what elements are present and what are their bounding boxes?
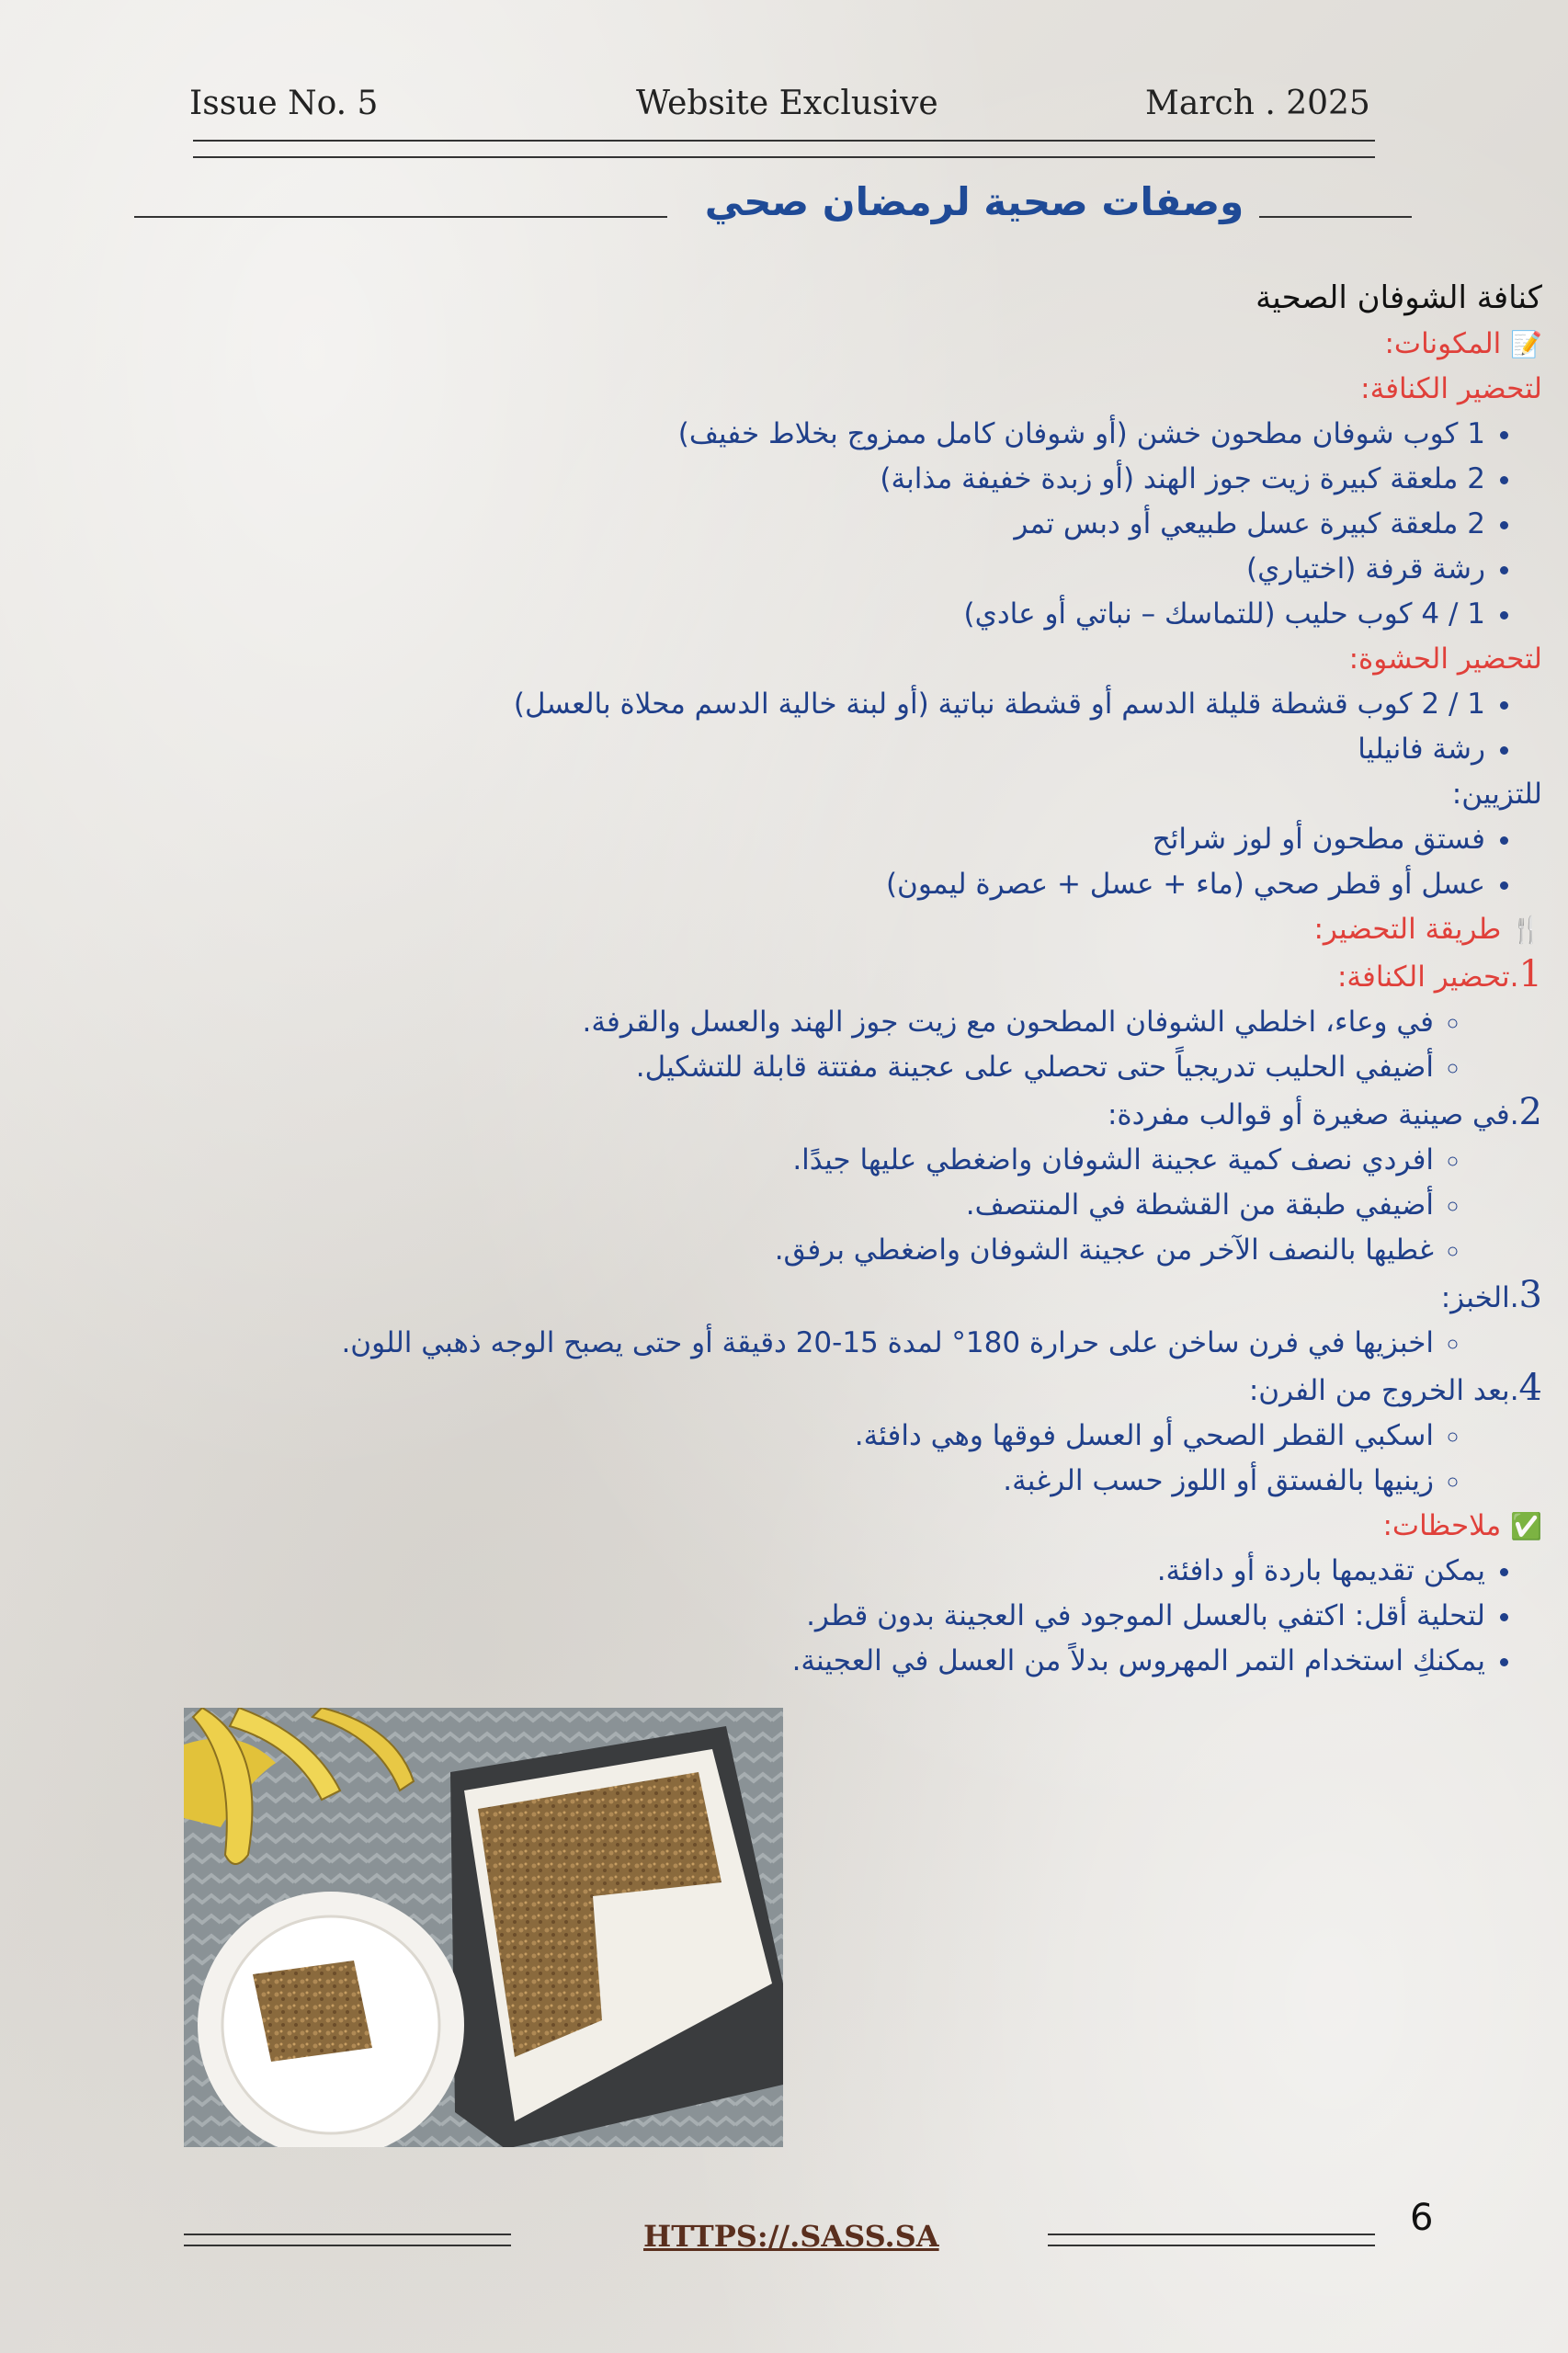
list-item: • 1 كوب شوفان مطحون خشن (أو شوفان كامل ممزوج بخلاط خفيف) (35, 412, 1485, 457)
step-4-list (35, 1414, 1542, 1504)
footer-rule-right-1 (1048, 2234, 1375, 2235)
edition-label: Website Exclusive (636, 85, 938, 122)
step-2-list (35, 1138, 1542, 1273)
list-item: • عسل أو قطر صحي (ماء + عسل + عصرة ليمون) (35, 862, 1485, 907)
page-title: وصفات صحية لرمضان صحي (704, 179, 1244, 224)
recipe-content (35, 274, 1542, 1684)
kunafa-ingredients-list (35, 412, 1542, 637)
oat-kunafa-photo (184, 1708, 783, 2147)
method-heading: 🍴 طريقة التحضير: (1313, 913, 1542, 946)
footer-rule-left-1 (184, 2234, 511, 2235)
list-item: • رشة فانيليا (35, 727, 1485, 772)
list-item: • رشة قرفة (اختياري) (35, 547, 1485, 592)
footer-rule-right-2 (1048, 2245, 1375, 2246)
title-rule-left (134, 216, 667, 218)
step-3-list (35, 1321, 1542, 1366)
step-4-heading: 4.بعد الخروج من الفرن: (1248, 1367, 1542, 1409)
website-link[interactable]: HTTPS://.SASS.SA (643, 2219, 939, 2254)
list-item: ◦ غطيها بالنصف الآخر من عجينة الشوفان واضغطي برفق. (35, 1228, 1434, 1273)
list-item: ◦ أضيفي طبقة من القشطة في المنتصف. (35, 1183, 1434, 1228)
list-item: ◦ افردي نصف كمية عجينة الشوفان واضغطي عليها جيدًا. (35, 1138, 1434, 1183)
list-item: • لتحلية أقل: اكتفي بالعسل الموجود في العجينة بدون قطر. (35, 1594, 1485, 1639)
ingredients-heading: 📝 المكونات: (1384, 327, 1542, 360)
step-3-heading: 3.الخبز: (1440, 1274, 1542, 1316)
page-number: 6 (1410, 2197, 1434, 2239)
notes-heading: ✅ ملاحظات: (1382, 1509, 1542, 1542)
title-rule-right (1259, 216, 1412, 218)
filling-heading: لتحضير الحشوة: (1348, 642, 1542, 676)
garnish-list (35, 817, 1542, 907)
garnish-heading: للتزيين: (1451, 778, 1542, 811)
list-item: • 2 ملعقة كبيرة زيت جوز الهند (أو زبدة خفيفة مذابة) (35, 457, 1485, 502)
list-item: ◦ في وعاء، اخلطي الشوفان المطحون مع زيت جوز الهند والعسل والقرفة. (35, 1000, 1434, 1045)
step-1-heading: 1.تحضير الكنافة: (1336, 953, 1542, 995)
list-item: • فستق مطحون أو لوز شرائح (35, 817, 1485, 862)
step-1-list (35, 1000, 1542, 1090)
memo-icon: 📝 (1510, 329, 1542, 359)
header-rule-bottom (193, 156, 1375, 158)
list-item: • 2 ملعقة كبيرة عسل طبيعي أو دبس تمر (35, 502, 1485, 547)
checkmark-icon: ✅ (1510, 1511, 1542, 1541)
fork-knife-icon: 🍴 (1510, 915, 1542, 945)
list-item: • 1 / 4 كوب حليب (للتماسك – نباتي أو عادي) (35, 592, 1485, 637)
list-item: • يمكنكِ استخدام التمر المهروس بدلاً من العسل في العجينة. (35, 1639, 1485, 1684)
kunafa-heading: لتحضير الكنافة: (1360, 372, 1542, 405)
list-item: ◦ أضيفي الحليب تدريجياً حتى تحصلي على عجينة مفتتة قابلة للتشكيل. (35, 1045, 1434, 1090)
issue-date: March . 2025 (1145, 85, 1370, 122)
filling-ingredients-list (35, 682, 1542, 772)
header-rule-top (193, 140, 1375, 142)
issue-number: Issue No. 5 (189, 85, 379, 122)
list-item: ◦ زينيها بالفستق أو اللوز حسب الرغبة. (35, 1459, 1434, 1504)
footer-rule-left-2 (184, 2245, 511, 2246)
notes-list (35, 1549, 1542, 1684)
list-item: • يمكن تقديمها باردة أو دافئة. (35, 1549, 1485, 1594)
recipe-photo (184, 1708, 783, 2147)
list-item: • 1 / 2 كوب قشطة قليلة الدسم أو قشطة نباتية (أو لبنة خالية الدسم محلاة بالعسل) (35, 682, 1485, 727)
list-item: ◦ اسكبي القطر الصحي أو العسل فوقها وهي دافئة. (35, 1414, 1434, 1459)
step-2-heading: 2.في صينية صغيرة أو قوالب مفردة: (1107, 1091, 1542, 1133)
list-item: ◦ اخبزيها في فرن ساخن على حرارة 180° لمدة 15-20 دقيقة أو حتى يصبح الوجه ذهبي اللون. (35, 1321, 1434, 1366)
recipe-name: كنافة الشوفان الصحية (1256, 279, 1542, 316)
